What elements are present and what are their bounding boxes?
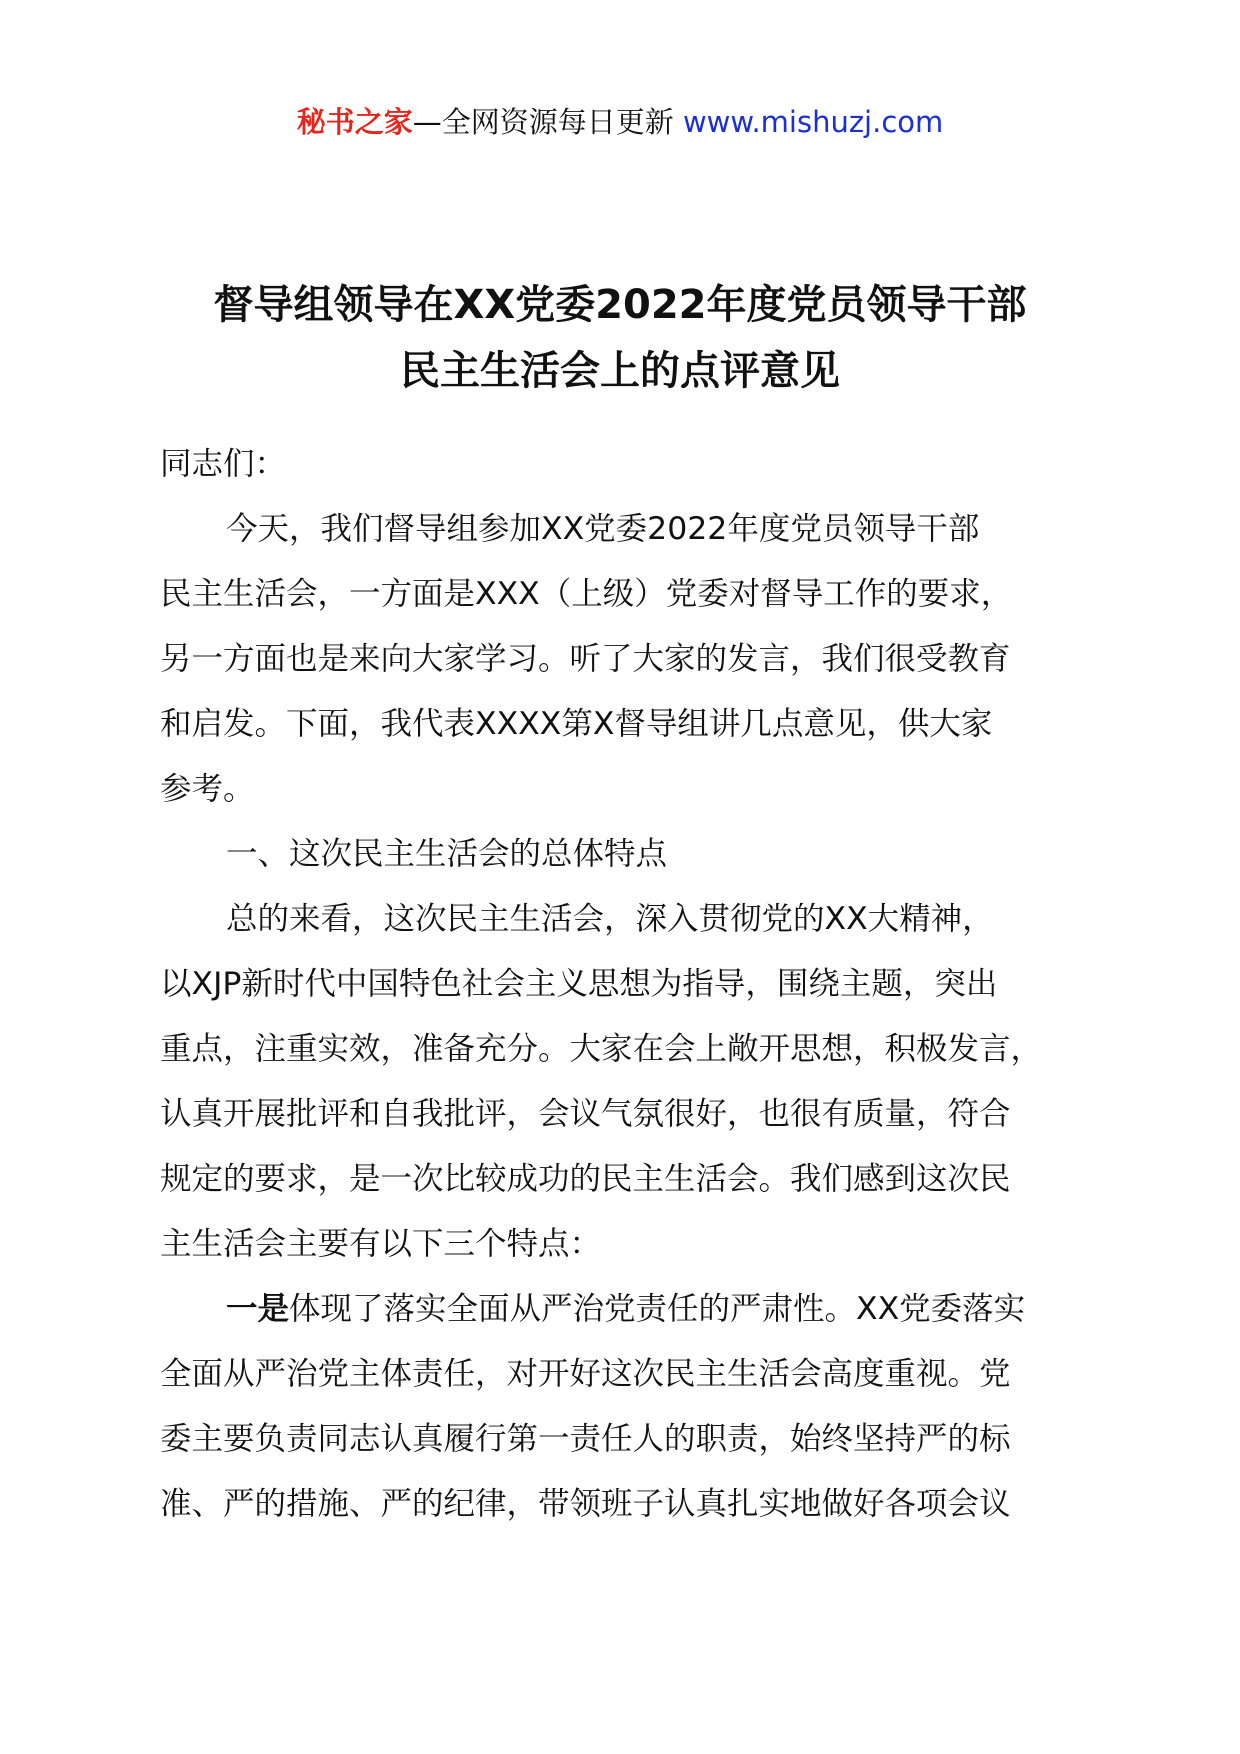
point-lead: 一是 [226, 1291, 290, 1327]
paragraph-line: 规定的要求，是一次比较成功的民主生活会。我们感到这次民 [160, 1161, 1011, 1197]
section-heading-1: 一、这次民主生活会的总体特点 [226, 836, 668, 872]
paragraph-line: 以XJP新时代中国特色社会主义思想为指导，围绕主题，突出 [160, 966, 998, 1002]
paragraph-line: 准、严的措施、严的纪律，带领班子认真扎实地做好各项会议 [160, 1486, 1011, 1522]
paragraph-line: 全面从严治党主体责任，对开好这次民主生活会高度重视。党 [160, 1356, 1011, 1392]
document-title [100, 272, 1140, 404]
site-url-link[interactable]: www.mishuzj.com [682, 105, 944, 139]
paragraph-line: 重点，注重实效，准备充分。大家在会上敞开思想，积极发言， [160, 1031, 1043, 1067]
paragraph-line [160, 1277, 1095, 1342]
header-tagline: —全网资源每日更新 [412, 105, 683, 139]
document-body [160, 432, 1095, 1537]
paragraph-line: 总的来看，这次民主生活会，深入贯彻党的XX大精神， [226, 901, 994, 937]
paragraph-line: 今天，我们督导组参加XX党委2022年度党员领导干部 [226, 511, 980, 547]
paragraph-line: 民主生活会，一方面是XXX（上级）党委对督导工作的要求， [160, 576, 1013, 612]
paragraph-2 [160, 887, 1095, 1277]
paragraph-line: 另一方面也是来向大家学习。听了大家的发言，我们很受教育 [160, 641, 1011, 677]
paragraph-1 [160, 497, 1095, 822]
paragraph-3 [160, 1277, 1095, 1537]
paragraph-line: 主生活会主要有以下三个特点： [160, 1226, 602, 1262]
paragraph-line: 和启发。下面，我代表XXXX第X督导组讲几点意见，供大家 [160, 706, 993, 742]
paragraph-text: 体现了落实全面从严治党责任的严肃性。XX党委落实 [289, 1291, 1026, 1327]
paragraph-line: 认真开展批评和自我批评，会议气氛很好，也很有质量，符合 [160, 1096, 1011, 1132]
title-line-2: 民主生活会上的点评意见 [400, 348, 840, 394]
paragraph-line: 委主要负责同志认真履行第一责任人的职责，始终坚持严的标 [160, 1421, 1011, 1457]
paragraph-line: 参考。 [160, 771, 255, 807]
salutation: 同志们： [160, 446, 287, 482]
title-line-1: 督导组领导在XX党委2022年度党员领导干部 [213, 282, 1027, 328]
brand-name: 秘书之家 [296, 105, 413, 139]
site-header [0, 100, 1240, 144]
